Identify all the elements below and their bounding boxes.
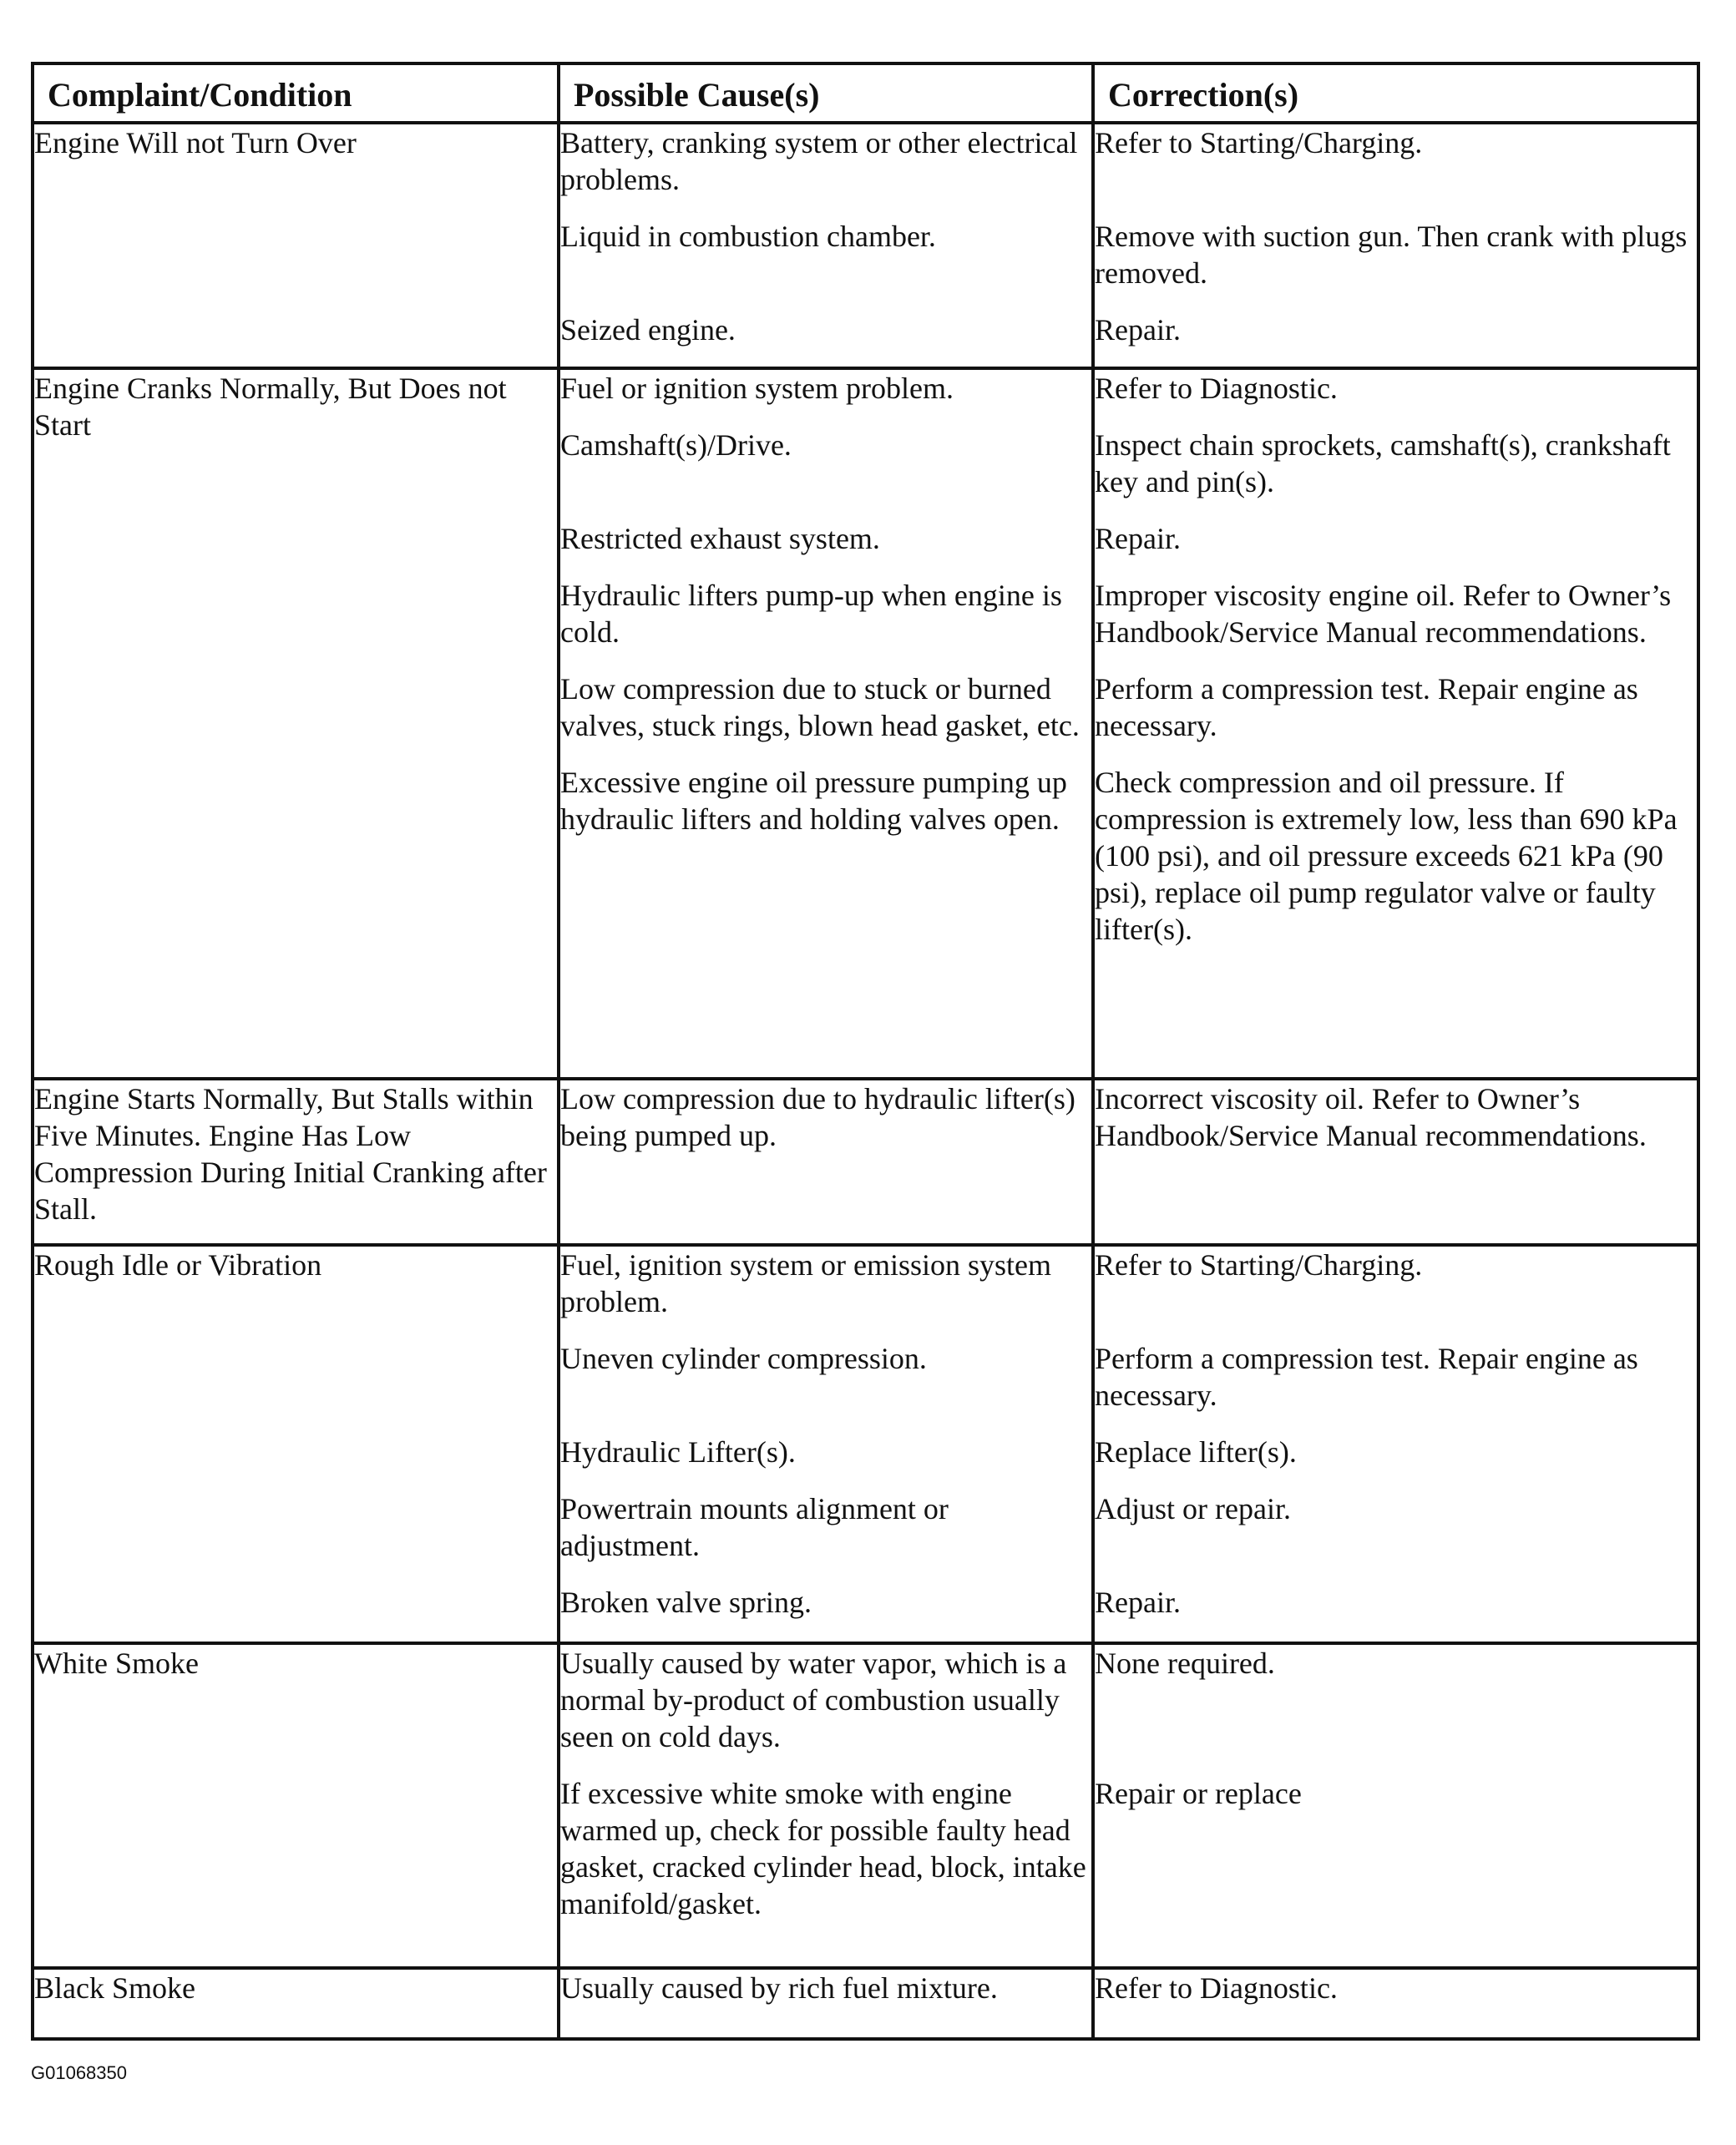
correction-entry: Adjust or repair.	[1095, 1491, 1291, 1525]
cause-entry: If excessive white smoke with engine warmed up, check for possible faulty head gasket, cracked cylinder head, block, intake manifold/gasket.	[560, 1777, 1086, 1921]
cause-entry: Seized engine.	[560, 313, 736, 347]
troubleshooting-table	[31, 62, 1700, 2041]
cause-entry: Low compression due to stuck or burned valves, stuck rings, blown head gasket, etc.	[560, 672, 1080, 743]
cause-entry: Battery, cranking system or other electrical problems.	[560, 126, 1078, 196]
cause-entry: Fuel or ignition system problem.	[560, 372, 954, 406]
table-row	[33, 1643, 1698, 1968]
cause-cell	[559, 1079, 1093, 1244]
header-correction: Correction(s)	[1093, 63, 1698, 123]
correction-entry: Repair.	[1095, 1585, 1181, 1619]
correction-entry: Repair.	[1095, 522, 1181, 556]
condition-cell	[33, 1643, 559, 1968]
condition-text: White Smoke	[34, 1647, 199, 1681]
cause-cell	[559, 368, 1093, 1079]
condition-text: Black Smoke	[34, 1971, 195, 2006]
header-cause: Possible Cause(s)	[559, 63, 1093, 123]
cause-cell	[559, 1968, 1093, 2039]
cause-entry: Broken valve spring.	[560, 1585, 812, 1619]
correction-entry: Incorrect viscosity oil. Refer to Owner’s Handbook/Service Manual recommendations.	[1095, 1082, 1647, 1153]
condition-text: Engine Starts Normally, But Stalls within Five Minutes. Engine Has Low Compression During Initial Cranking after Stall.	[34, 1082, 547, 1227]
correction-entry: Repair.	[1095, 313, 1181, 347]
cause-cell	[559, 1643, 1093, 1968]
cause-entry: Powertrain mounts alignment or adjustment.	[560, 1491, 949, 1562]
correction-entry: Improper viscosity engine oil. Refer to Owner’s Handbook/Service Manual recommendations.	[1095, 579, 1672, 650]
header-row	[33, 63, 1698, 123]
condition-text: Rough Idle or Vibration	[34, 1247, 322, 1282]
correction-cell	[1093, 1245, 1698, 1644]
correction-entry: Refer to Diagnostic.	[1095, 1971, 1338, 2006]
cause-entry: Usually caused by rich fuel mixture.	[560, 1971, 998, 2006]
correction-entry: Replace lifter(s).	[1095, 1434, 1297, 1469]
condition-text: Engine Cranks Normally, But Does not Start	[34, 372, 507, 443]
cause-entry: Fuel, ignition system or emission system problem.	[560, 1247, 1052, 1318]
correction-entry: Check compression and oil pressure. If compression is extremely low, less than 690 kPa (100 psi), and oil pressure exceeds 621 kPa (90 psi), replace oil pump regulator valve or faulty lifter(s).	[1095, 766, 1678, 947]
condition-cell	[33, 1245, 559, 1644]
table-row	[33, 123, 1698, 368]
cause-entry: Restricted exhaust system.	[560, 522, 880, 556]
correction-cell	[1093, 1968, 1698, 2039]
table-row	[33, 1968, 1698, 2039]
correction-entry: Refer to Diagnostic.	[1095, 372, 1338, 406]
correction-cell	[1093, 368, 1698, 1079]
header-condition: Complaint/Condition	[33, 63, 559, 123]
cause-entry: Camshaft(s)/Drive.	[560, 428, 792, 463]
table-row	[33, 1079, 1698, 1244]
correction-entry: Refer to Starting/Charging.	[1095, 1247, 1423, 1282]
cause-cell	[559, 123, 1093, 368]
correction-entry: Repair or replace	[1095, 1777, 1302, 1811]
correction-cell	[1093, 123, 1698, 368]
condition-text: Engine Will not Turn Over	[34, 126, 357, 159]
table-row	[33, 368, 1698, 1079]
cause-entry: Excessive engine oil pressure pumping up hydraulic lifters and holding valves open.	[560, 766, 1067, 837]
condition-cell	[33, 368, 559, 1079]
cause-entry: Hydraulic Lifter(s).	[560, 1434, 796, 1469]
cause-cell	[559, 1245, 1093, 1644]
correction-entry: Refer to Starting/Charging.	[1095, 126, 1423, 159]
cause-entry: Uneven cylinder compression.	[560, 1341, 927, 1375]
correction-entry: Remove with suction gun. Then crank with plugs removed.	[1095, 220, 1688, 290]
correction-entry: Perform a compression test. Repair engine as necessary.	[1095, 672, 1638, 743]
figure-id: G01068350	[31, 2062, 127, 2083]
cause-entry: Hydraulic lifters pump-up when engine is cold.	[560, 579, 1062, 650]
correction-entry: None required.	[1095, 1647, 1275, 1681]
condition-cell	[33, 1968, 559, 2039]
correction-entry: Inspect chain sprockets, camshaft(s), crankshaft key and pin(s).	[1095, 428, 1671, 499]
cause-entry: Usually caused by water vapor, which is a normal by-product of combustion usually seen on cold days.	[560, 1647, 1067, 1754]
correction-cell	[1093, 1643, 1698, 1968]
table-body	[33, 123, 1698, 2039]
condition-cell	[33, 123, 559, 368]
correction-entry: Perform a compression test. Repair engine as necessary.	[1095, 1341, 1638, 1412]
cause-entry: Low compression due to hydraulic lifter(s) being pumped up.	[560, 1082, 1076, 1153]
correction-cell	[1093, 1079, 1698, 1244]
cause-entry: Liquid in combustion chamber.	[560, 220, 936, 253]
condition-cell	[33, 1079, 559, 1244]
table-row	[33, 1245, 1698, 1644]
